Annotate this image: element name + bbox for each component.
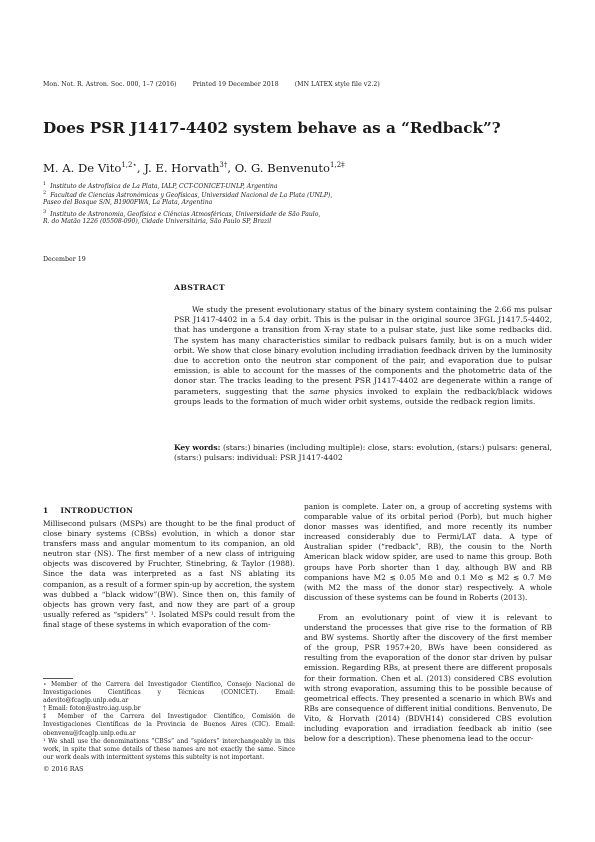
right-column <box>304 502 552 744</box>
paper-title: Does PSR J1417-4402 system behave as a “Redback”? <box>43 119 501 137</box>
section-number: 1 <box>43 506 49 515</box>
affiliation: $^1$ Instituto de Astrofísica de La Plata, IALP, CCT-CONICET-UNLP, Argentina <box>43 181 278 191</box>
section-title: INTRODUCTION <box>60 506 134 515</box>
affiliation: R. do Matão 1226 (05508-090), Cidade Universitária, São Paulo SP, Brazil <box>43 218 272 225</box>
paragraph: From an evolutionary point of view it is relevant to understand the processes that give rise to the formation of RB and BW systems. Shortly after the discovery of the first member of the group, PSR 1957+20, BWs have been considered as resulting from the evaporation of the donor star driven by pulsar emission. Regarding RBs, at present there are different proposals for their formation. Chen et al. (2013) considered CBS evolution with strong evaporation, assuming this to be possible because of geometrical effects. They presented a scenario in which BWs and RBs are consequence of different initial conditions. Benvenuto, De Vito, & Horvath (2014) (BDVH14) considered CBS evolution including evaporation and irradiation feedback ab initio (see below for a description). These phenomena lead to the occur- <box>304 612 552 744</box>
author-name: O. G. Benvenuto <box>234 161 331 175</box>
abstract-heading: ABSTRACT <box>174 283 226 292</box>
author-affil-mark: 1,2⋆ <box>121 161 137 170</box>
received-date: December 19 <box>43 256 86 263</box>
author-affil-mark: 1,2‡ <box>330 161 345 170</box>
style-file: (MN LATEX style file v2.2) <box>294 81 380 88</box>
affiliation: $^2$ Facultad de Ciencias Astronómicas y Geofísicas, Universidad Nacional de La Plata (UNLP), <box>43 190 333 200</box>
section-heading <box>43 506 133 515</box>
keywords-label: Key words: <box>174 443 221 452</box>
author-affil-mark: 3† <box>219 161 228 170</box>
footnote: ⋆ Member of the Carrera del Investigador Científico, Consejo Nacional de Investigaciones Científicas y Técnicas (CONICET). Email: adevito@fcaglp.unlp.edu.ar <box>43 681 295 705</box>
author-name: M. A. De Vito <box>43 161 122 175</box>
left-column-text: Millisecond pulsars (MSPs) are thought to be the final product of close binary systems (CBSs) evolution, in which a donor star transfers mass and angular momentum to its companion, an old neutron star (NS). The first member of a new class of intriguing objects was discovered by Fruchter, Stinebring, & Taylor (1988). Since the data was interpreted as a fast NS ablating its companion, as a result of a former spin-up by accretion, the system was dubbed a “black widow”(BW). Since then on, this family of objects has grown very fast, and now they are part of a group usually refered as “spiders” ¹. Isolated MSPs could result from the final stage of these systems in which evaporation of the com- <box>43 519 295 629</box>
footnote-rule <box>43 678 73 679</box>
abstract-text: We study the present evolutionary status of the binary system containing the 2.66 ms pulsar PSR J1417-4402 in a 5.4 day orbit. This is the pulsar in the original source 3FGL J1417.5-4402, that has undergone a transition from X-ray state to a pulsar state, just like some redbacks did. The system has many characteristics similar to redback pulsars family, but is on a much wider orbit. We show that close binary evolution including irradiation feedback driven by the luminosity due to accretion onto the neutron star component of the pair, and evaporation due to pulsar emission, is able to account for the masses of the components and the photometric data of the donor star. The tracks leading to the present PSR J1417-4402 are degenerate within a range of parameters, suggesting that the same physics invoked to explain the redback/black widows groups leads to the formation of much wider orbit systems, outside the redback region limits. <box>174 305 552 406</box>
footnotes <box>43 681 295 762</box>
footnote: ‡ Member of the Carrera del Investigador Científico, Comisión de Investigaciones Científicas de la Provincia de Buenos Aires (CIC). Email: obenvenu@fcaglp.unlp.edu.ar <box>43 713 295 737</box>
affiliation: $^3$ Instituto de Astronomia, Geofísica e Ciências Atmosféricas, Universidade de São Paulo, <box>43 209 321 219</box>
footnote: ¹ We shall use the denominations ”CBSs” and ”spiders” interchangeably in this work, in spite that some details of these names are not exactly the same. Since our work deals with intermittent systems this subtelty is not important. <box>43 737 295 761</box>
running-head <box>43 81 394 88</box>
affiliation: Paseo del Bosque S/N, B1900FWA, La Plata, Argentina <box>43 199 213 206</box>
copyright: © 2016 RAS <box>43 765 84 773</box>
keywords: Key words: (stars:) binaries (including multiple): close, stars: evolution, (stars:) pulsars: general, (stars:) pulsars: individual: PSR J1417-4402 <box>174 443 552 463</box>
author-name: J. E. Horvath <box>144 161 220 175</box>
emphasis: same <box>309 386 330 396</box>
footnote: † Email: foton@astro.iag.usp.br <box>43 705 141 713</box>
journal-citation: Mon. Not. R. Astron. Soc. 000, 1–7 (2016) <box>43 81 177 88</box>
paragraph: panion is complete. Later on, a group of accreting systems with comparable value of its orbital period (Porb), but much higher donor masses was identified, and more recently its number increased considerably due to Fermi/LAT data. A type of Australian spider (“redback”, RB), the cousin to the North American black widow spider, are used to name this group. Both groups have Porb shorter than 1 day, although BW and RB companions have M2 ≲ 0.05 M⊙ and 0.1 M⊙ ≲ M2 ≲ 0.7 M⊙ (with M2 the mass of the donor star) respectively. A whole discussion of these systems can be found in Roberts (2013). <box>304 502 552 602</box>
printed-date: Printed 19 December 2018 <box>192 81 279 88</box>
author-list: M. A. De Vito$^{1,2⋆}$, J. E. Horvath$^{3\dagger}$, O. G. Benvenuto$^{1,2\ddagger}$ <box>43 161 345 175</box>
